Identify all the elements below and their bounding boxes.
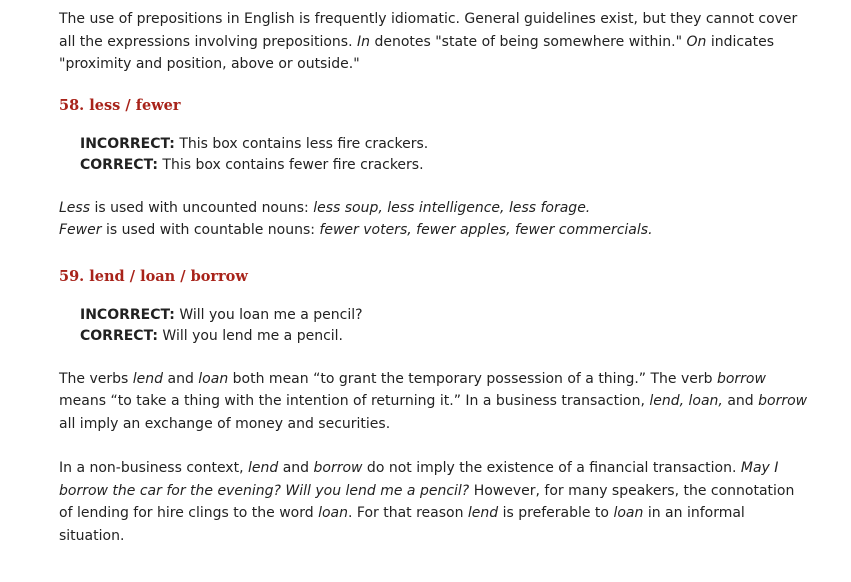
para-example: May I borrow the car for the evening? Will you lend me a pencil?: [59, 460, 779, 499]
correct-text: This box contains fewer fire crackers.: [157, 157, 424, 173]
intro-text: indicates "proximity and position, above or outside.": [59, 33, 775, 72]
para-term: loan: [613, 505, 644, 521]
para-text: and: [278, 460, 314, 476]
para-text: and: [722, 393, 759, 409]
rule-text: is used with countable nouns:: [101, 222, 320, 238]
example-block-59: [80, 305, 811, 348]
intro-term-in: In: [356, 33, 370, 50]
para-text: do not imply the existence of a financial transaction.: [362, 460, 741, 476]
rule-less: [59, 197, 811, 220]
incorrect-label: INCORRECT:: [80, 135, 175, 152]
para-term: lend: [132, 370, 164, 387]
correct-label: CORRECT:: [80, 328, 158, 344]
para-text: all imply an exchange of money and securities.: [59, 415, 391, 432]
para-text: is preferable to: [498, 505, 614, 521]
incorrect-label: INCORRECT:: [80, 306, 175, 323]
intro-paragraph: [59, 8, 811, 76]
usage-rules-58: [59, 197, 811, 242]
section-heading-58: 58. less / fewer: [59, 96, 181, 114]
para-text: However, for many speakers, the connotation of lending for hire clings to the word: [59, 482, 795, 521]
para-term: borrow: [313, 460, 363, 476]
section-heading-59: 59. lend / loan / borrow: [59, 267, 248, 285]
para-text: The verbs: [59, 370, 133, 387]
rule-text: is used with uncounted nouns:: [90, 199, 314, 216]
rule-examples: fewer voters, fewer apples, fewer commercials.: [319, 222, 653, 238]
para-text: . For that reason: [347, 505, 468, 521]
para-text: and: [163, 370, 199, 387]
correct-example: [80, 155, 811, 177]
incorrect-text: Will you loan me a pencil?: [174, 306, 363, 323]
para-term: lend: [247, 460, 279, 476]
paragraph-lend-loan-borrow: [59, 368, 811, 436]
correct-example: [80, 326, 811, 348]
rule-term: Less: [59, 199, 91, 216]
para-term: loan: [318, 505, 348, 521]
incorrect-text: This box contains less fire crackers.: [174, 135, 429, 152]
rule-fewer: [59, 219, 811, 242]
intro-term-on: On: [686, 33, 707, 50]
para-term: borrow: [758, 393, 808, 409]
para-term: borrow: [716, 370, 766, 387]
para-text: means “to take a thing with the intention of returning it.” In a business transaction,: [59, 393, 650, 409]
para-text: both mean “to grant the temporary possession of a thing.” The verb: [228, 370, 717, 387]
para-term: lend, loan,: [649, 393, 723, 409]
para-text: in an informal situation.: [59, 505, 745, 544]
correct-label: CORRECT:: [80, 157, 158, 173]
para-term: loan: [198, 370, 229, 387]
rule-examples: less soup, less intelligence, less forage.: [313, 199, 591, 216]
para-text: In a non-business context,: [59, 460, 248, 476]
intro-text: denotes "state of being somewhere within.": [370, 33, 687, 50]
rule-term: Fewer: [59, 222, 102, 238]
correct-text: Will you lend me a pencil.: [157, 328, 343, 344]
example-block-58: [80, 134, 811, 177]
article-content: [59, 8, 811, 547]
paragraph-non-business: [59, 457, 811, 547]
incorrect-example: [80, 305, 811, 327]
incorrect-example: [80, 134, 811, 156]
intro-text: The use of prepositions in English is frequently idiomatic. General guidelines exist, but they cannot cover all the expressions involving prepositions.: [59, 11, 798, 50]
para-term: lend: [467, 505, 499, 521]
